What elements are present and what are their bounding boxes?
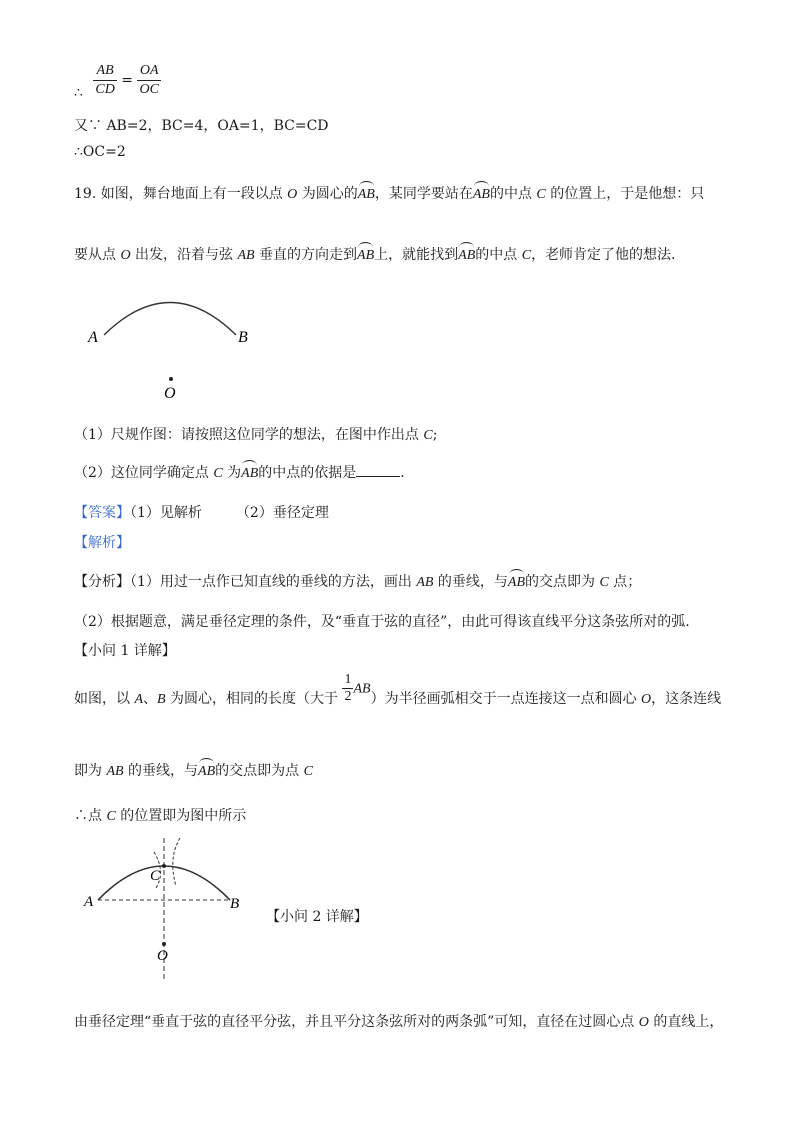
point-c bbox=[162, 864, 166, 868]
center-point bbox=[169, 377, 173, 381]
arc-ab: AB bbox=[198, 760, 215, 780]
equals-sign: = bbox=[121, 72, 134, 89]
fraction-oa-oc bbox=[137, 62, 160, 99]
given-line: 又∵ AB=2，BC=4，OA=1，BC=CD bbox=[74, 118, 329, 134]
frac-numerator: 1 bbox=[344, 672, 352, 687]
therefore-symbol: ∴ bbox=[74, 84, 83, 101]
label-o: O bbox=[157, 948, 168, 964]
figure-arc-ab bbox=[80, 290, 280, 405]
detail-line4 bbox=[74, 1011, 723, 1031]
text: ; bbox=[432, 427, 438, 443]
result-line: ∴OC=2 bbox=[74, 144, 126, 160]
text: 的中点 bbox=[489, 186, 537, 202]
arc-ab: AB bbox=[473, 183, 490, 203]
answer-part2: （2）垂径定理 bbox=[235, 505, 329, 521]
label-b: B bbox=[238, 329, 248, 346]
text: 19. 如图，舞台地面上有一段以点 bbox=[74, 186, 288, 202]
text: 的位置上，于是他想：只 bbox=[545, 186, 705, 202]
text: 上，就能找到 bbox=[374, 247, 459, 263]
var-ab: AB bbox=[416, 575, 434, 590]
analysis-line1 bbox=[74, 571, 641, 591]
arc-ab: AB bbox=[508, 571, 525, 591]
var-c: C bbox=[213, 466, 223, 481]
text: ，某同学要站在 bbox=[374, 186, 473, 202]
text: 如图，以 bbox=[74, 690, 135, 707]
var-b: B bbox=[157, 691, 166, 707]
part2 bbox=[74, 462, 405, 482]
text: 的垂线，与 bbox=[433, 574, 508, 590]
var-ab: AB bbox=[106, 764, 124, 779]
label-o: O bbox=[164, 385, 176, 402]
arc-ab: AB bbox=[241, 462, 258, 482]
frac-numerator: AB bbox=[93, 62, 116, 81]
sub2-title: 【小问 2 详解】 bbox=[266, 909, 368, 925]
analysis-line2: （2）根据题意，满足垂径定理的条件，及“垂直于弦的直径”，由此可得该直线平分这条弦所对的弧. bbox=[74, 614, 690, 630]
var-o: O bbox=[638, 1015, 649, 1030]
text: ）为半径画弧相交于一点连接这一点和圆心 bbox=[370, 690, 642, 707]
frac-denominator: CD bbox=[95, 82, 115, 97]
answer-line bbox=[74, 502, 329, 522]
var-c: C bbox=[423, 428, 433, 443]
label-a: A bbox=[88, 329, 98, 346]
text: 垂直的方向走到 bbox=[254, 247, 358, 263]
point-o bbox=[162, 942, 166, 946]
frac-numerator: OA bbox=[137, 62, 160, 81]
answer-blank bbox=[356, 464, 400, 477]
analysis-tag: 【解析】 bbox=[74, 535, 130, 551]
arc-ab: AB bbox=[458, 244, 475, 264]
text: 的交点即为 bbox=[525, 574, 600, 590]
fraction-one-half bbox=[342, 672, 353, 705]
arc-ab-curve bbox=[104, 303, 236, 336]
var-c: C bbox=[536, 187, 546, 202]
q19-line2 bbox=[74, 244, 676, 264]
sub1-title: 【小问 1 详解】 bbox=[74, 643, 176, 659]
answer-tag: 【答案】 bbox=[74, 505, 130, 521]
label-a: A bbox=[84, 894, 94, 910]
text: 出发，沿着与弦 bbox=[130, 247, 238, 263]
analysis-label: 【分析】 bbox=[74, 574, 130, 590]
var-c: C bbox=[599, 575, 609, 590]
text: ，这条连线 bbox=[651, 690, 722, 707]
detail-line2 bbox=[74, 760, 313, 780]
arc-ab: AB bbox=[358, 183, 375, 203]
text: 、 bbox=[143, 690, 158, 707]
text: 由垂径定理“垂直于弦的直径平分弦，并且平分这条弦所对的两条弧”可知，直径在过圆心点 bbox=[74, 1014, 639, 1030]
var-ab: AB bbox=[237, 248, 255, 263]
text: （1）用过一点作已知直线的垂线的方法，画出 bbox=[130, 574, 417, 590]
ratio-equation bbox=[74, 62, 161, 99]
frac-denominator: 2 bbox=[344, 689, 352, 704]
var-c: C bbox=[521, 248, 532, 263]
text: 要从点 bbox=[74, 247, 121, 263]
answer-part1: （1）见解析 bbox=[130, 505, 202, 521]
text: 为圆心的 bbox=[297, 186, 358, 202]
fraction-ab-cd bbox=[93, 62, 116, 99]
label-b: B bbox=[230, 896, 240, 912]
text: ∴点 bbox=[74, 808, 107, 824]
text: . bbox=[400, 465, 405, 481]
text: 的中点的依据是 bbox=[258, 465, 357, 481]
text: （1）尺规作图：请按照这位同学的想法，在图中作出点 bbox=[74, 427, 424, 443]
text: 为 bbox=[222, 465, 242, 481]
text: 为圆心，相同的长度（大于 bbox=[165, 690, 339, 707]
text: 的直线上， bbox=[648, 1014, 724, 1030]
q19-line1 bbox=[74, 183, 704, 203]
part1 bbox=[74, 424, 437, 444]
text: 的位置即为图中所示 bbox=[115, 808, 247, 824]
var-o: O bbox=[120, 248, 131, 263]
text: 即为 bbox=[74, 763, 107, 779]
text: 点； bbox=[608, 574, 642, 590]
text: ，老师肯定了他的想法. bbox=[531, 247, 676, 263]
var-a: A bbox=[134, 691, 144, 707]
text: 的中点 bbox=[475, 247, 522, 263]
text: 的交点即为点 bbox=[215, 763, 304, 779]
figure-construction bbox=[80, 832, 255, 982]
construction-arc-right bbox=[173, 838, 180, 886]
label-c: C bbox=[150, 868, 161, 884]
arc-ab: AB bbox=[357, 244, 374, 264]
detail-line1 bbox=[74, 672, 721, 705]
var-o: O bbox=[287, 187, 298, 202]
frac-denominator: OC bbox=[139, 82, 159, 97]
var-ab: AB bbox=[353, 681, 371, 697]
detail-line3 bbox=[74, 805, 246, 825]
var-o: O bbox=[641, 691, 652, 707]
var-c: C bbox=[106, 809, 116, 824]
text: 的垂线，与 bbox=[123, 763, 199, 779]
var-c: C bbox=[303, 764, 313, 779]
text: （2）这位同学确定点 bbox=[74, 465, 214, 481]
